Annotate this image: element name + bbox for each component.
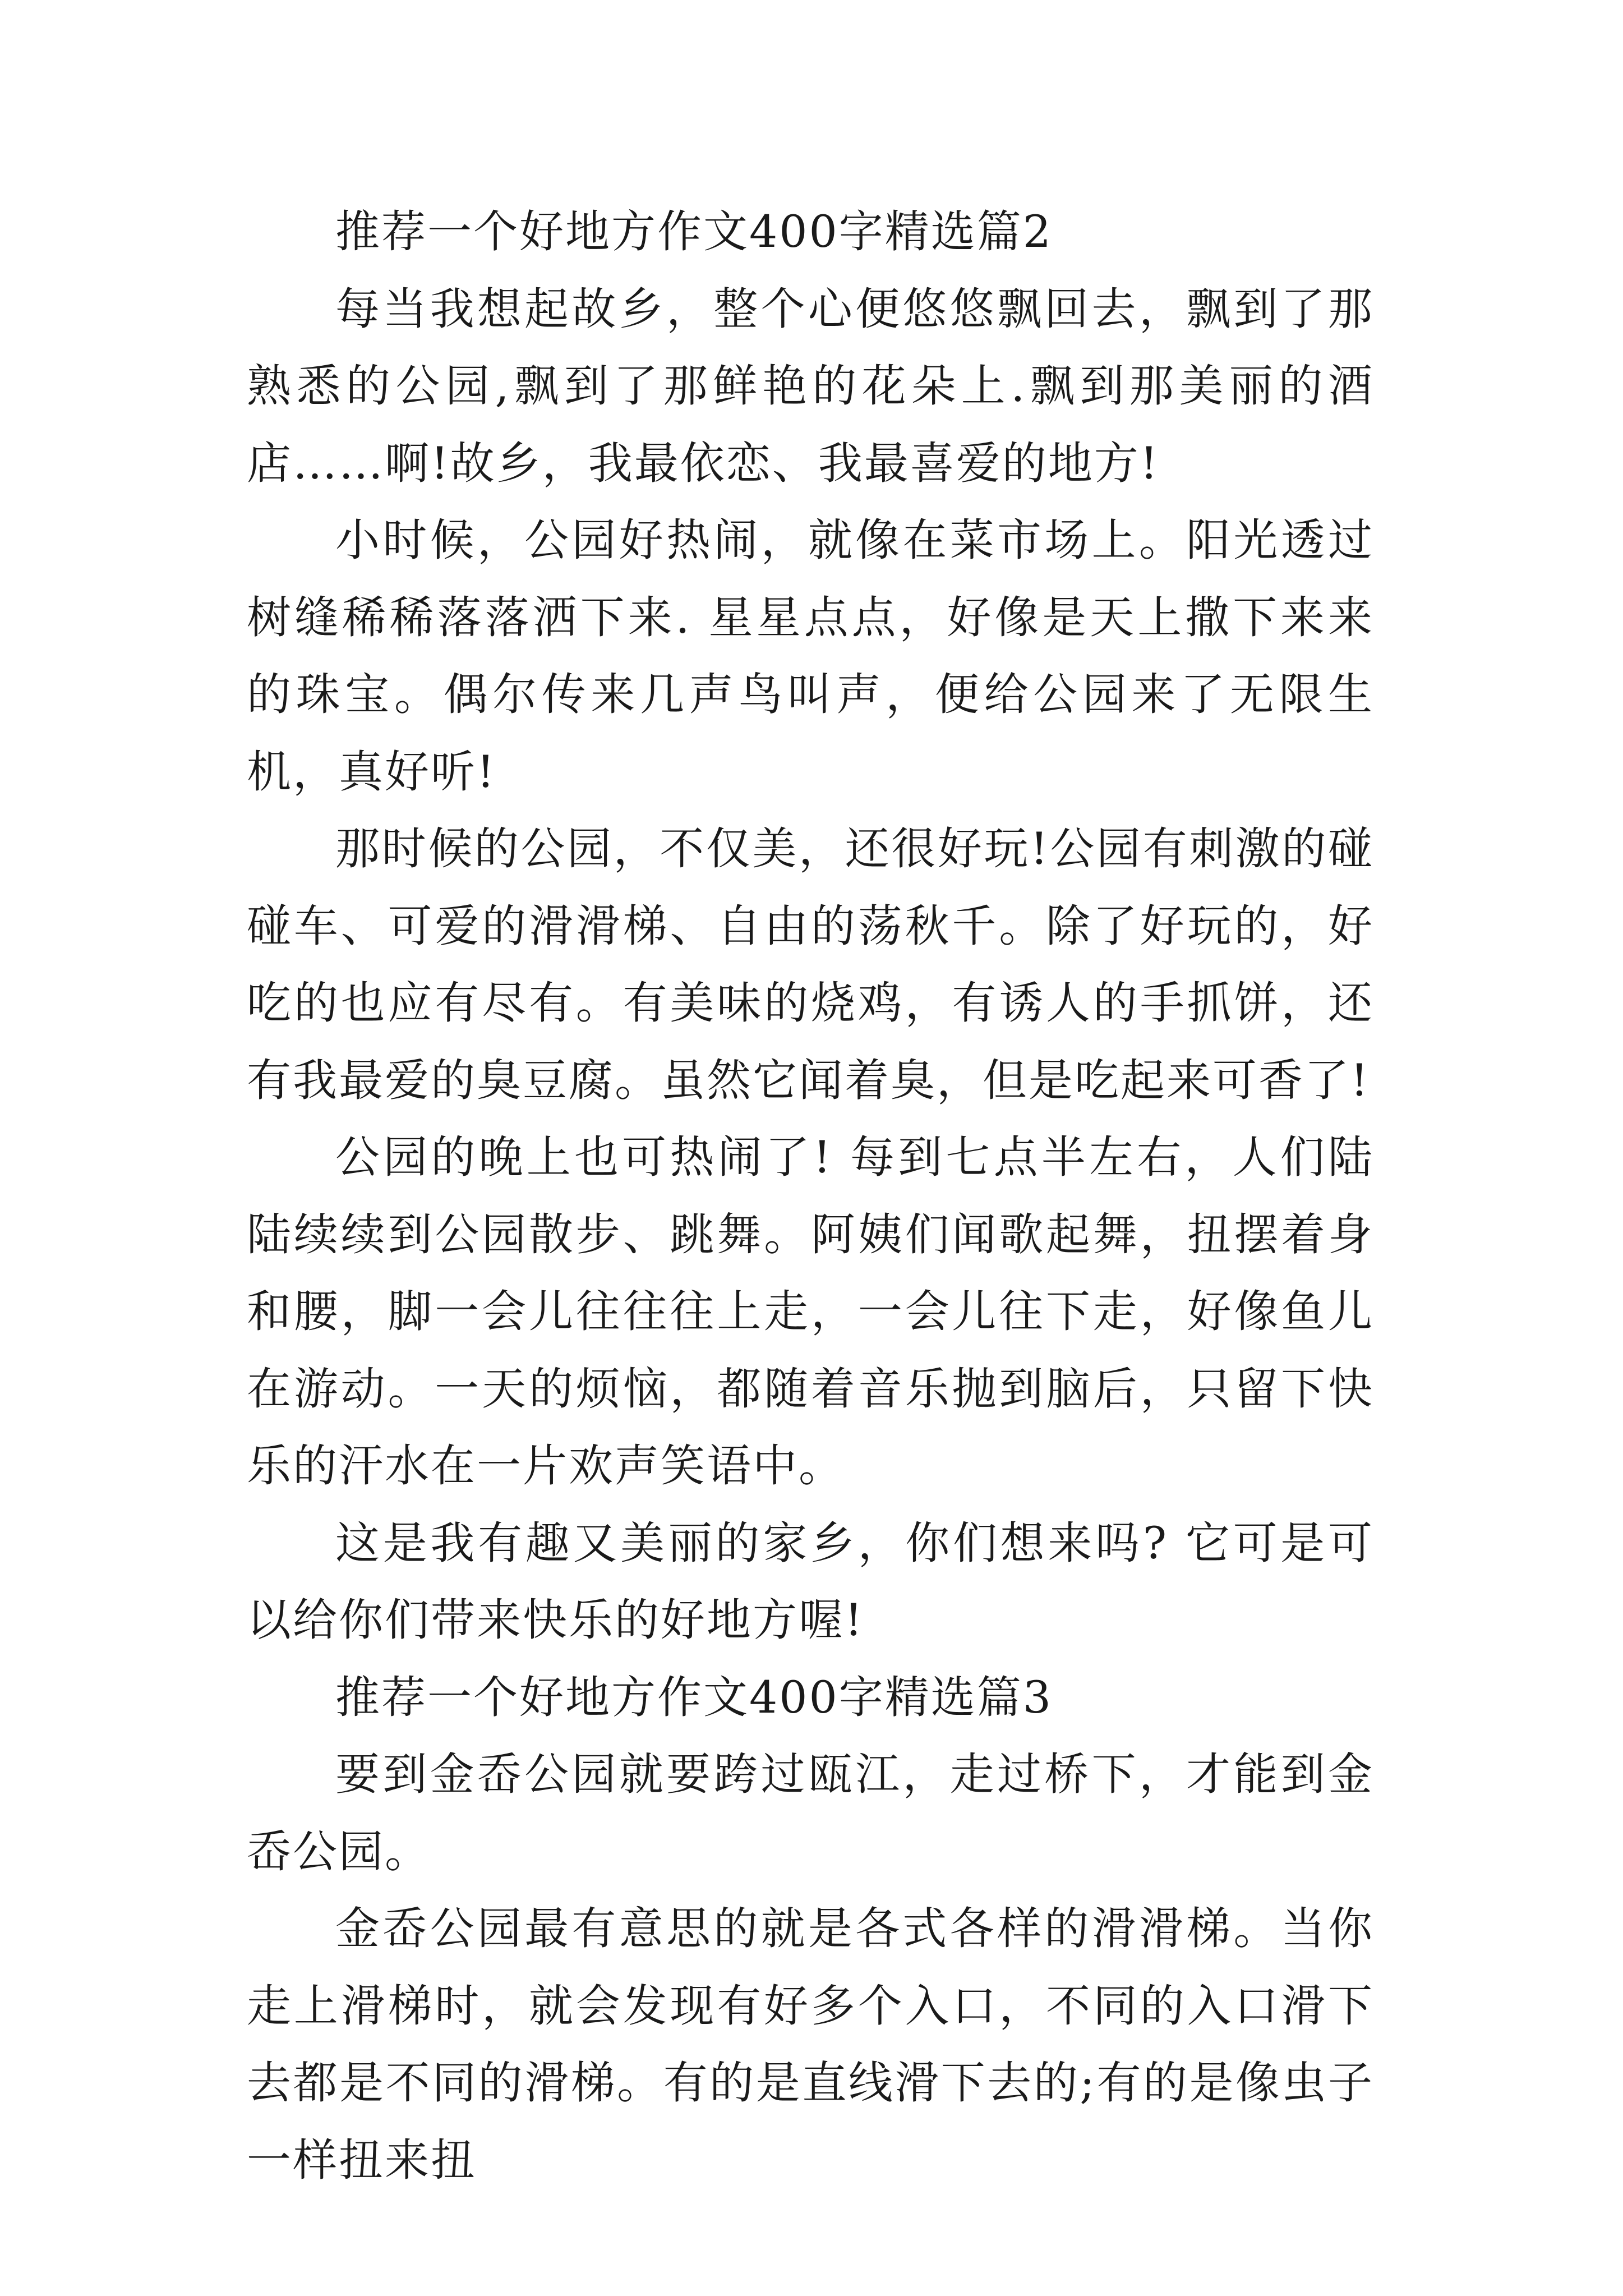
document-body — [247, 194, 1374, 2199]
paragraph: 要到金岙公园就要跨过瓯江，走过桥下，才能到金岙公园。 — [247, 1749, 1374, 1878]
paragraph: 公园的晚上也可热闹了! 每到七点半左右，人们陆陆续续到公园散步、跳舞。阿姨们闻歌起舞，扭摆着身和腰，脚一会儿往往往上走，一会儿往下走，好像鱼儿在游动。一天的烦恼，都随着音乐抛到脑后，只留下快乐的汗水在一片欢声笑语中。 — [247, 1131, 1374, 1492]
section-heading-2: 推荐一个好地方作文400字精选篇2 — [335, 206, 1053, 257]
paragraph: 这是我有趣又美丽的家乡，你们想来吗? 它可是可以给你们带来快乐的好地方喔! — [247, 1517, 1374, 1646]
section-heading-3: 推荐一个好地方作文400字精选篇3 — [335, 1671, 1053, 1723]
paragraph: 每当我想起故乡，整个心便悠悠飘回去，飘到了那熟悉的公园,飘到了那鲜艳的花朵上.飘到那美丽的酒店……啊!故乡，我最依恋、我最喜爱的地方! — [247, 283, 1374, 489]
paragraph: 小时候，公园好热闹，就像在菜市场上。阳光透过树缝稀稀落落洒下来. 星星点点，好像是天上撒下来来的珠宝。偶尔传来几声鸟叫声，便给公园来了无限生机，真好听! — [247, 514, 1374, 798]
paragraph: 金岙公园最有意思的就是各式各样的滑滑梯。当你走上滑梯时，就会发现有好多个入口，不同的入口滑下去都是不同的滑梯。有的是直线滑下去的;有的是像虫子一样扭来扭 — [247, 1903, 1374, 2186]
paragraph: 那时候的公园，不仅美，还很好玩!公园有刺激的碰碰车、可爱的滑滑梯、自由的荡秋千。除了好玩的，好吃的也应有尽有。有美味的烧鸡，有诱人的手抓饼，还有我最爱的臭豆腐。虽然它闻着臭，但是吃起来可香了! — [247, 823, 1374, 1106]
